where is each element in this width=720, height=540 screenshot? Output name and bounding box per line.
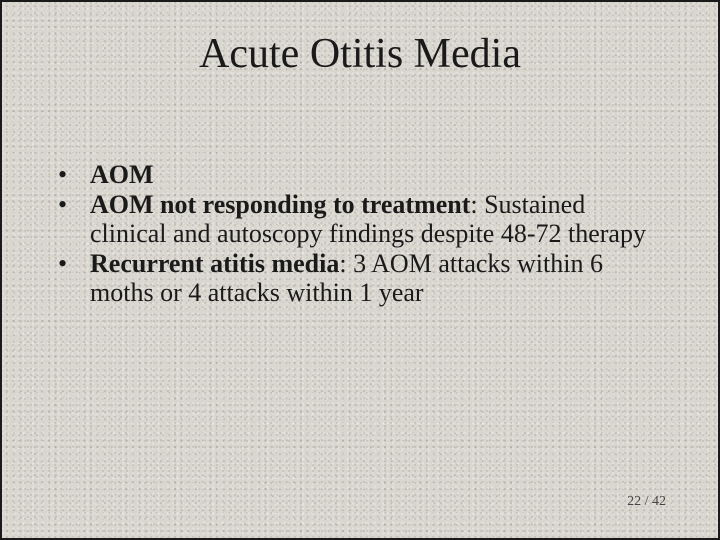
page-number: [627, 494, 666, 510]
bullet-dot: •: [58, 190, 68, 219]
bullet-text: Sustained clinical and autoscopy findings despite 48-72 therapy: [90, 190, 646, 248]
page-current: 22: [627, 494, 642, 509]
bullet-separator: :: [339, 249, 347, 278]
bullet-item-not-responding: [58, 190, 668, 248]
bullet-term: AOM not responding to treatment: [90, 190, 471, 219]
bullet-dot: •: [58, 160, 68, 189]
page-total: 42: [652, 494, 666, 509]
bullet-text: 3 AOM attacks within 6 moths or 4 attacks within 1 year: [90, 249, 603, 307]
bullet-item-aom: [58, 160, 668, 189]
bullet-term: AOM: [90, 160, 154, 189]
page-separator: /: [644, 494, 649, 509]
bullet-dot: •: [58, 249, 68, 278]
bullet-list: [58, 160, 668, 308]
bullet-separator: :: [470, 190, 478, 219]
bullet-term: Recurrent atitis media: [90, 249, 340, 278]
bullet-item-recurrent: [58, 249, 668, 307]
slide-title: Acute Otitis Media: [199, 31, 521, 77]
